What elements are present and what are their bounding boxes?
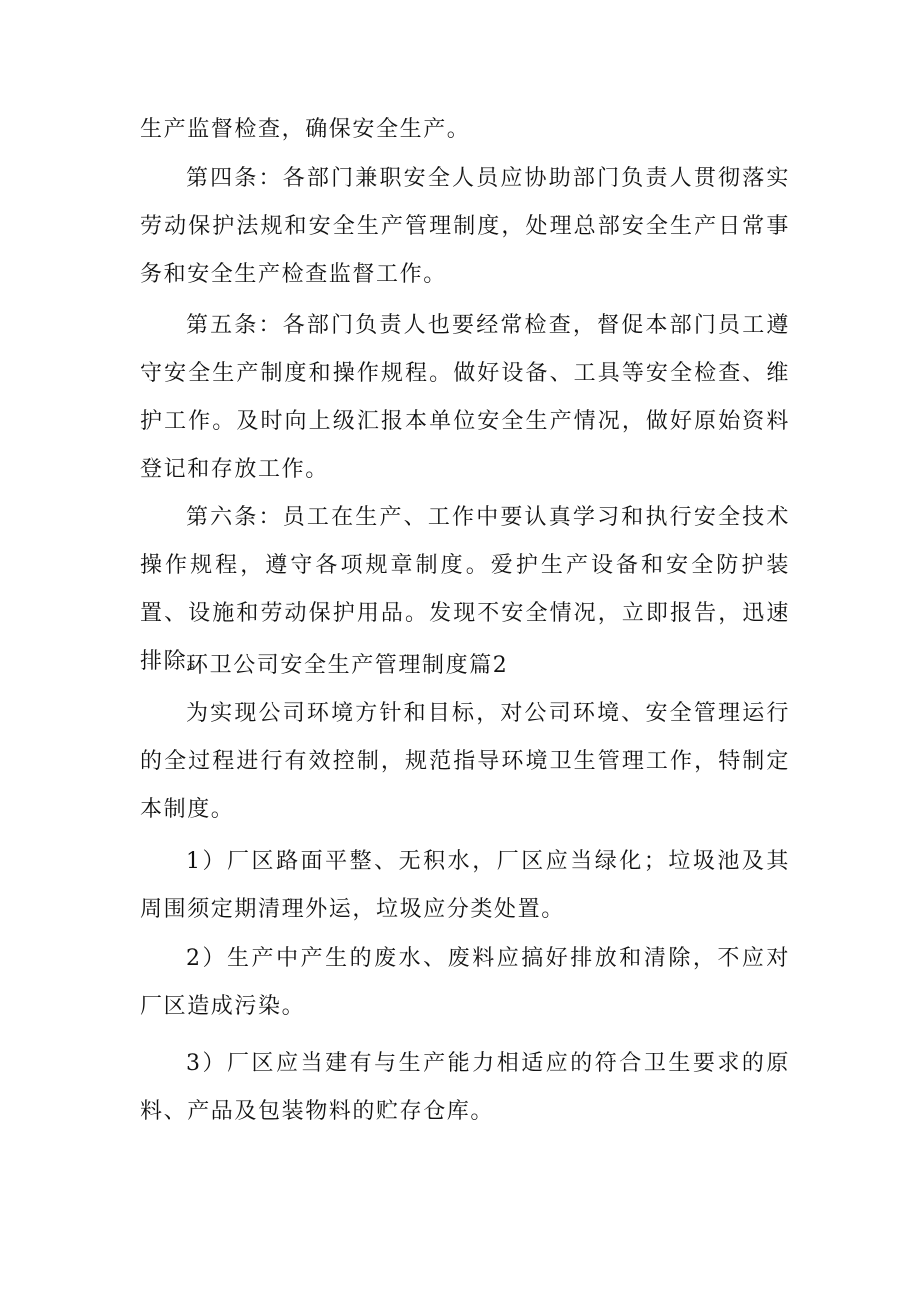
paragraph-article-5: 第五条：各部门负责人也要经常检查，督促本部门员工遵守安全生产制度和操作规程。做好设备、工具等安全检查、维护工作。及时向上级汇报本单位安全生产情况，做好原始资料登记和存放工作。 bbox=[140, 313, 790, 482]
paragraph-item-2: 2）生产中产生的废水、废料应搞好排放和清除，不应对厂区造成污染。 bbox=[140, 946, 790, 1019]
section-title: 环卫公司安全生产管理制度篇2 bbox=[186, 653, 509, 678]
paragraph-item-1: 1）厂区路面平整、无积水，厂区应当绿化；垃圾池及其周围须定期清理外运，垃圾应分类处置。 bbox=[140, 849, 790, 922]
paragraph-intro: 为实现公司环境方针和目标，对公司环境、安全管理运行的全过程进行有效控制，规范指导环境卫生管理工作，特制定本制度。 bbox=[140, 701, 790, 822]
paragraph-item-3: 3）厂区应当建有与生产能力相适应的符合卫生要求的原料、产品及包装物料的贮存仓库。 bbox=[140, 1051, 790, 1124]
paragraph-continuation: 生产监督检查，确保安全生产。 bbox=[140, 117, 471, 142]
paragraph-article-6: 第六条：员工在生产、工作中要认真学习和执行安全技术操作规程，遵守各项规章制度。爱护生产设备和安全防护装置、设施和劳动保护用品。发现不安全情况，立即报告，迅速排除。 bbox=[140, 505, 790, 674]
paragraph-article-4: 第四条：各部门兼职安全人员应协助部门负责人贯彻落实劳动保护法规和安全生产管理制度，处理总部安全生产日常事务和安全生产检查监督工作。 bbox=[140, 166, 790, 287]
